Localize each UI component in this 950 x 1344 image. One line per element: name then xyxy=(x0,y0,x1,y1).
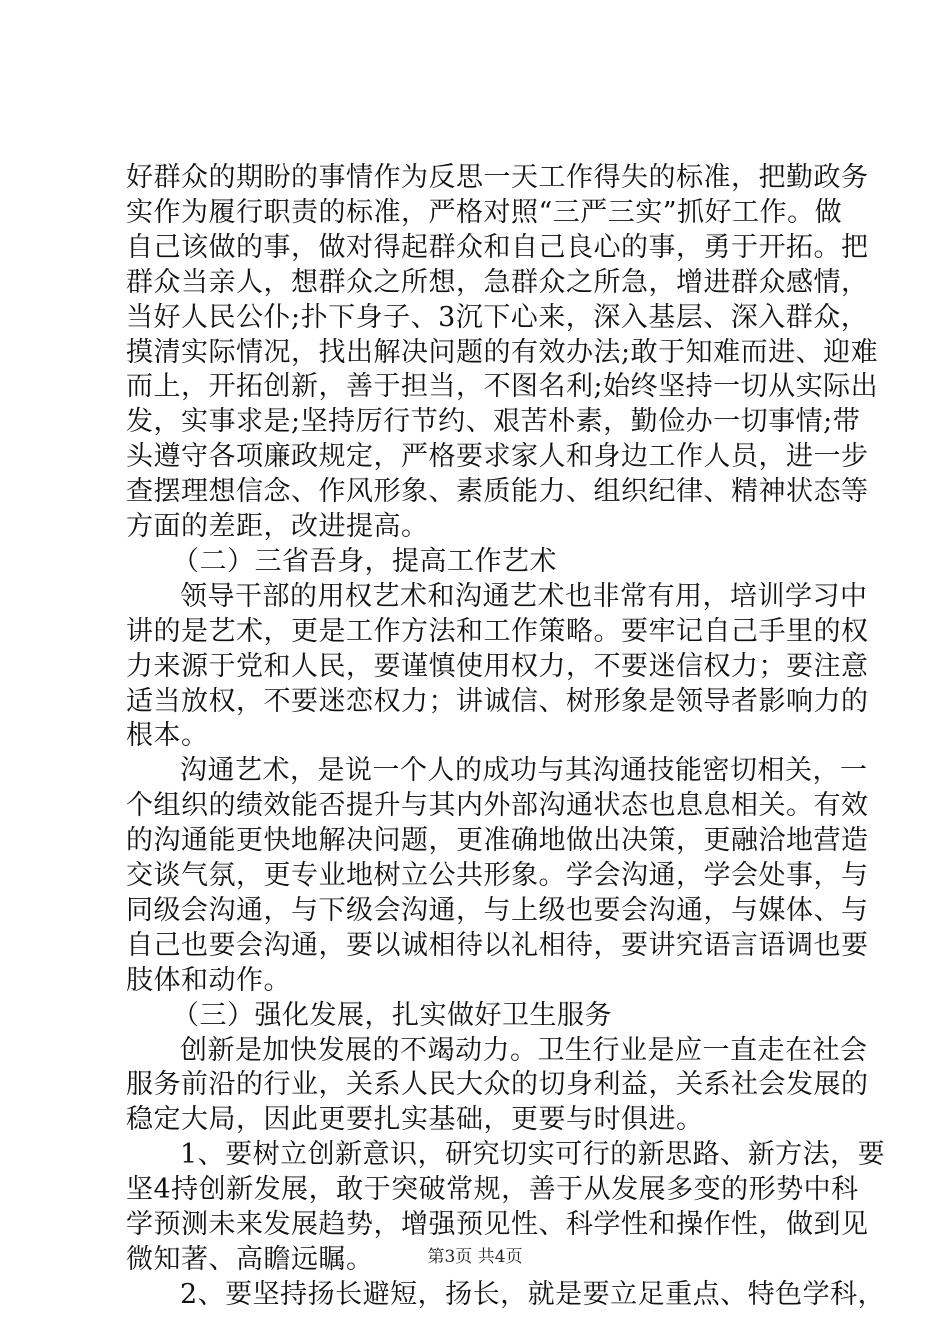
text-line: 头遵守各项廉政规定，严格要求家人和身边工作人员，进一步 xyxy=(126,441,869,472)
text-line: 坚4持创新发展，敢于突破常规，善于从发展多变的形势中科 xyxy=(126,1174,859,1205)
text-line: 好群众的期盼的事情作为反思一天工作得失的标准，把勤政务 xyxy=(126,162,869,193)
text-line: 1、要树立创新意识，研究切实可行的新思路、新方法，要 xyxy=(180,1139,886,1170)
text-line: 发，实事求是;坚持厉行节约、艰苦朴素，勤俭办一切事情;带 xyxy=(126,406,861,437)
text-line: 个组织的绩效能否提升与其内外部沟通状态也息息相关。有效 xyxy=(126,790,869,821)
text-line: 学预测未来发展趋势，增强预见性、科学性和操作性，做到见 xyxy=(126,1209,869,1240)
text-line: 而上，开拓创新，善于担当，不图名利;始终坚持一切从实际出 xyxy=(126,371,879,402)
text-line: 方面的差距，改进提高。 xyxy=(126,511,429,542)
text-line: 讲的是艺术，更是工作方法和工作策略。要牢记自己手里的权 xyxy=(126,616,869,647)
text-line: 摸清实际情况，找出解决问题的有效办法;敢于知难而进、迎难 xyxy=(126,337,879,368)
text-line: 查摆理想信念、作风形象、素质能力、组织纪律、精神状态等 xyxy=(126,476,869,507)
text-line: （二）三省吾身，提高工作艺术 xyxy=(172,546,557,577)
text-line: 2、要坚持扬长避短，扬长，就是要立足重点、特色学科， xyxy=(180,1279,886,1310)
text-line: 肢体和动作。 xyxy=(126,965,291,996)
text-line: 的沟通能更快地解决问题，更准确地做出决策，更融洽地营造 xyxy=(126,825,869,856)
text-line: 微知著、高瞻远瞩。 xyxy=(126,1244,374,1275)
text-line: 沟通艺术，是说一个人的成功与其沟通技能密切相关，一 xyxy=(180,755,868,786)
text-line: 当好人民公仆;扑下身子、3沉下心来，深入基层、深入群众， xyxy=(126,302,869,333)
text-line: 领导干部的用权艺术和沟通艺术也非常有用，培训学习中 xyxy=(180,581,868,612)
text-line: 适当放权，不要迷恋权力；讲诚信、树形象是领导者影响力的 xyxy=(126,686,869,717)
text-line: 同级会沟通，与下级会沟通，与上级也要会沟通，与媒体、与 xyxy=(126,895,869,926)
text-line: 实作为履行职责的标准，严格对照“三严三实”抓好工作。做 xyxy=(126,197,843,228)
text-line: 自己该做的事，做对得起群众和自己良心的事，勇于开拓。把 xyxy=(126,232,869,263)
text-line: 服务前沿的行业，关系人民大众的切身利益，关系社会发展的 xyxy=(126,1069,869,1100)
text-line: 根本。 xyxy=(126,720,209,751)
text-line: 力来源于党和人民，要谨慎使用权力，不要迷信权力；要注意 xyxy=(126,651,869,682)
text-line: 群众当亲人，想群众之所想，急群众之所急，增进群众感情， xyxy=(126,267,869,298)
text-line: （三）强化发展，扎实做好卫生服务 xyxy=(172,1000,612,1031)
text-line: 创新是加快发展的不竭动力。卫生行业是应一直走在社会 xyxy=(180,1035,868,1066)
text-line: 自己也要会沟通，要以诚相待以礼相待，要讲究语言语调也要 xyxy=(126,930,869,961)
text-line: 交谈气氛，更专业地树立公共形象。学会沟通，学会处事，与 xyxy=(126,860,869,891)
text-line: 稳定大局，因此更要扎实基础，更要与时俱进。 xyxy=(126,1104,704,1135)
page-footer: 第3页 共4页 xyxy=(427,1247,523,1267)
